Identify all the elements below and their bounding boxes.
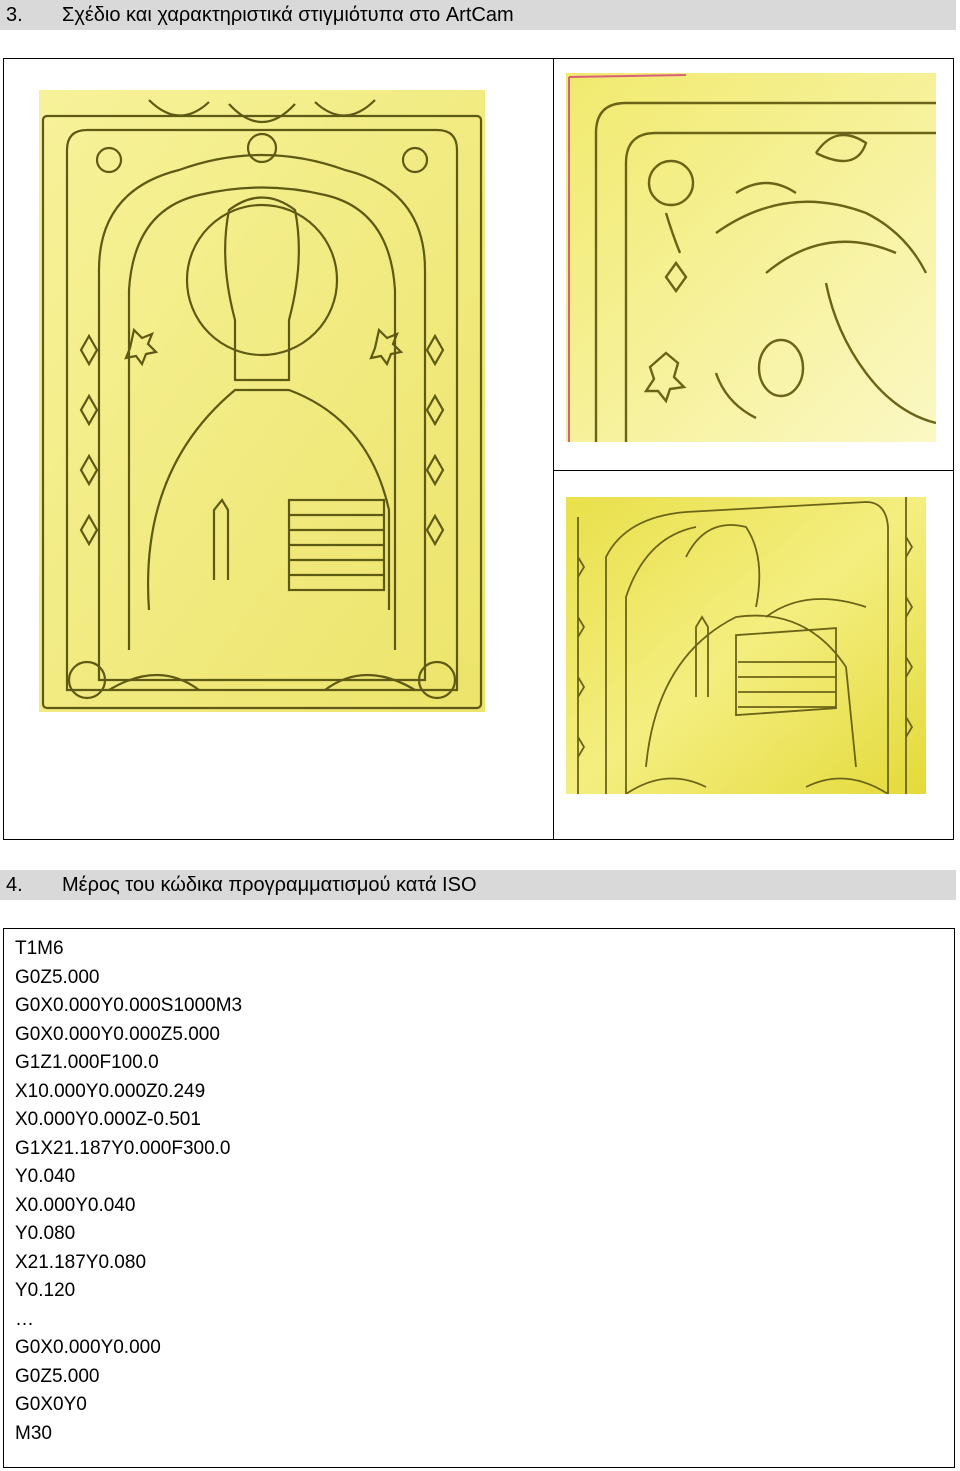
section-3-number: 3. — [6, 4, 23, 26]
section-3-title: Σχέδιο και χαρακτηριστικά στιγμιότυπα στο ArtCam — [62, 4, 514, 26]
code-line: G0X0Y0 — [15, 1394, 87, 1415]
relief-full-image — [39, 90, 485, 712]
section-4-heading — [0, 870, 956, 900]
code-line: Y0.040 — [15, 1166, 76, 1187]
section-4-number: 4. — [6, 874, 23, 896]
table-divider-horizontal — [553, 470, 954, 471]
code-line: G1Z1.000F100.0 — [15, 1052, 159, 1073]
code-line: Y0.080 — [15, 1223, 76, 1244]
code-line: X10.000Y0.000Z0.249 — [15, 1080, 206, 1102]
code-line: G0X0.000Y0.000 — [15, 1337, 161, 1358]
code-line: M30 — [15, 1422, 52, 1444]
code-line: X0.000Y0.040 — [15, 1194, 136, 1216]
relief-corner-closeup-image — [566, 73, 936, 442]
code-line: G0X0.000Y0.000Z5.000 — [15, 1023, 220, 1045]
code-line: … — [15, 1308, 34, 1330]
section-4-title: Μέρος του κώδικα προγραμματισμού κατά ISO — [62, 874, 477, 896]
code-line: Y0.120 — [15, 1280, 76, 1301]
iso-code-box — [3, 928, 955, 1468]
figure-table — [3, 58, 954, 840]
section-3-heading — [0, 0, 956, 30]
code-line: G0Z5.000 — [15, 1365, 100, 1387]
code-line: G1X21.187Y0.000F300.0 — [15, 1137, 231, 1159]
code-line: G0X0.000Y0.000S1000M3 — [15, 995, 243, 1016]
table-divider-vertical — [553, 59, 554, 839]
code-line: X21.187Y0.080 — [15, 1251, 147, 1273]
relief-angled-view-image — [566, 497, 926, 794]
code-line: G0Z5.000 — [15, 966, 100, 988]
code-line: X0.000Y0.000Z-0.501 — [15, 1109, 201, 1130]
code-line: T1M6 — [15, 938, 64, 959]
